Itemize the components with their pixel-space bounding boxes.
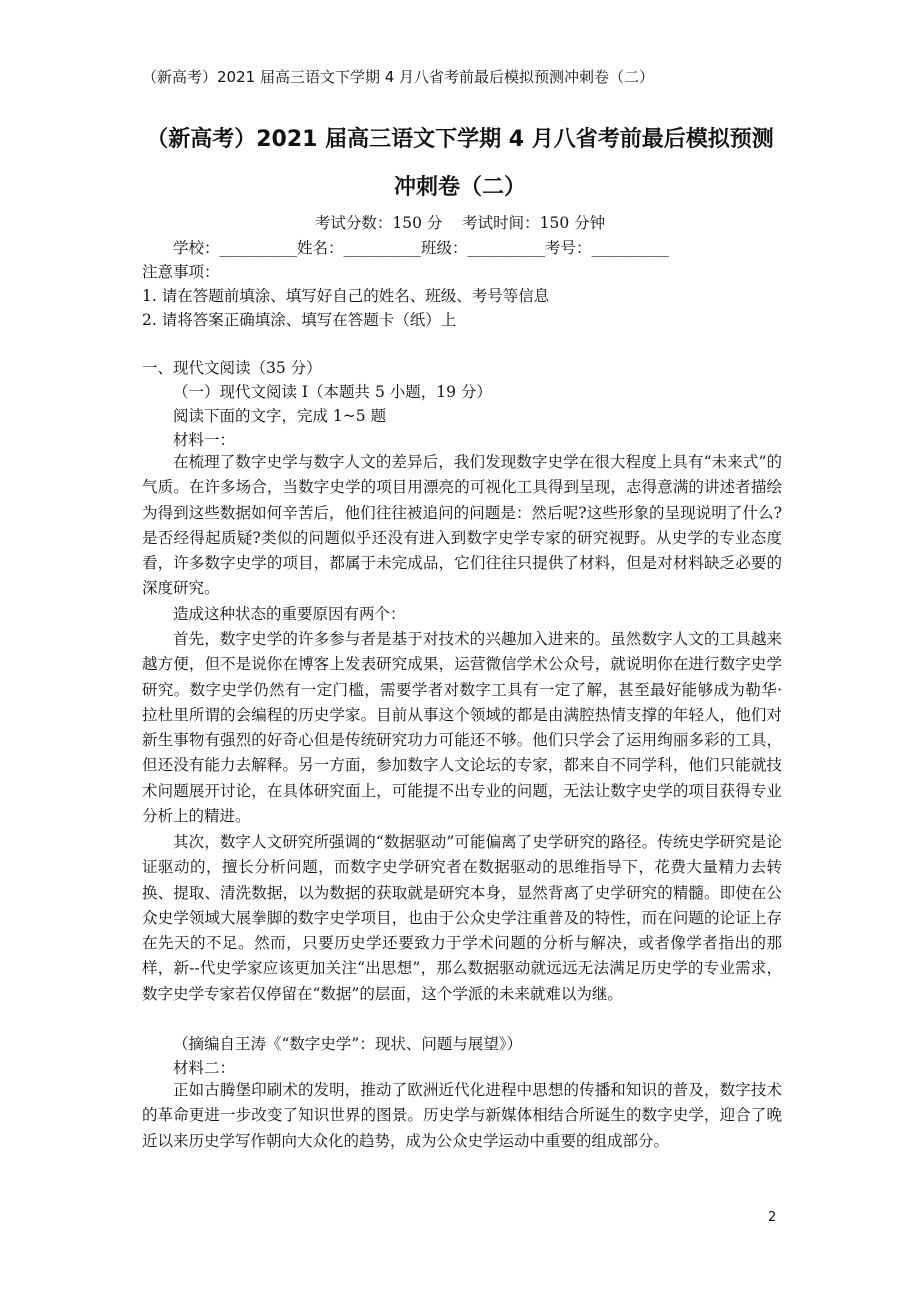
reading-instruction: 阅读下面的文字，完成 1~5 题	[173, 407, 387, 425]
notes-item-1: 1. 请在答题前填涂、填写好自己的姓名、班级、考号等信息	[142, 287, 550, 305]
section-heading: 一、现代文阅读（35 分）	[142, 359, 322, 377]
material-1-paragraph-3: 首先，数字史学的许多参与者是基于对技术的兴趣加入进来的。虽然数字人文的工具越来越方便，但不是说你在博客上发表研究成果，运营微信学术公众号，就说明你在进行数字史学研究。数字史学仍然有一定门槛，需要学者对数字工具有一定了解，甚至最好能够成为勒华·拉杜里所谓的会编程的历史学家。目前从事这个领域的都是由满腔热情支撑的年轻人，他们对新生事物有强烈的好奇心但是传统研究功力可能还不够。他们只学会了运用绚丽多彩的工具，但还没有能力去解释。另一方面，参加数字人文论坛的专家，都来自不同学科，他们只能就技术问题展开讨论，在具体研究面上，可能提不出专业的问题，无法让数字史学的项目获得专业分析上的精进。	[142, 630, 782, 826]
notes-heading: 注意事项：	[142, 263, 220, 281]
document-title-line-1: （新高考）2021 届高三语文下学期 4 月八省考前最后模拟预测	[146, 127, 774, 152]
sub-section-heading: （一）现代文阅读 I（本题共 5 小题，19 分）	[173, 383, 492, 401]
document-title-line-2: 冲刺卷（二）	[393, 175, 526, 200]
material-2-label: 材料二：	[173, 1059, 236, 1077]
exam-student-fields: 学校：__________姓名：__________班级：__________考号：__________	[173, 239, 670, 257]
material-1-paragraph-1: 在梳理了数字史学与数字人文的差异后，我们发现数字史学在很大程度上具有“未来式”的气质。在许多场合，当数字史学的项目用漂亮的可视化工具得到呈现，志得意满的讲述者描绘为得到这些数据如何辛苦后，他们往往被追问的问题是：然后呢?这些形象的呈现说明了什么?是否经得起质疑?类似的问题似乎还没有进入到数字史学专家的研究视野。从史学的专业态度看，许多数字史学的项目，都属于未完成品，它们往往只提供了材料，但是对材料缺乏必要的深度研究。	[142, 453, 782, 598]
material-2-paragraph-1: 正如古腾堡印刷术的发明，推动了欧洲近代化进程中思想的传播和知识的普及，数字技术的革命更进一步改变了知识世界的图景。历史学与新媒体相结合所诞生的数字史学，迎合了晚近以来历史学写作朝向大众化的趋势，成为公众史学运动中重要的组成部分。	[142, 1081, 782, 1150]
exam-score-time: 考试分数：150 分 考试时间：150 分钟	[314, 214, 606, 232]
notes-item-2: 2. 请将答案正确填涂、填写在答题卡（纸）上	[142, 311, 457, 329]
material-1-source: （摘编自王涛《“数字史学”：现状、问题与展望》）	[173, 1035, 523, 1053]
page-number: 2	[768, 1210, 777, 1225]
material-1-label: 材料一：	[173, 431, 236, 449]
running-header: （新高考）2021 届高三语文下学期 4 月八省考前最后模拟预测冲刺卷（二）	[142, 68, 655, 86]
material-1-paragraph-4: 其次，数字人文研究所强调的“数据驱动”可能偏离了史学研究的路径。传统史学研究是论证驱动的，擅长分析问题，而数字史学研究者在数据驱动的思维指导下，花费大量精力去转换、提取、清洗数据，以为数据的获取就是研究本身，显然背离了史学研究的精髓。即使在公众史学领域大展拳脚的数字史学项目，也由于公众史学注重普及的特性，而在问题的论证上存在先天的不足。然而，只要历史学还要致力于学术问题的分析与解决，或者像学者指出的那样，新--代史学家应该更加关注“出思想”，那么数据驱动就远远无法满足历史学的专业需求，数字史学专家若仅停留在“数据”的层面，这个学派的未来就难以为继。	[142, 833, 782, 1003]
material-1-paragraph-2: 造成这种状态的重要原因有两个：	[173, 605, 406, 623]
